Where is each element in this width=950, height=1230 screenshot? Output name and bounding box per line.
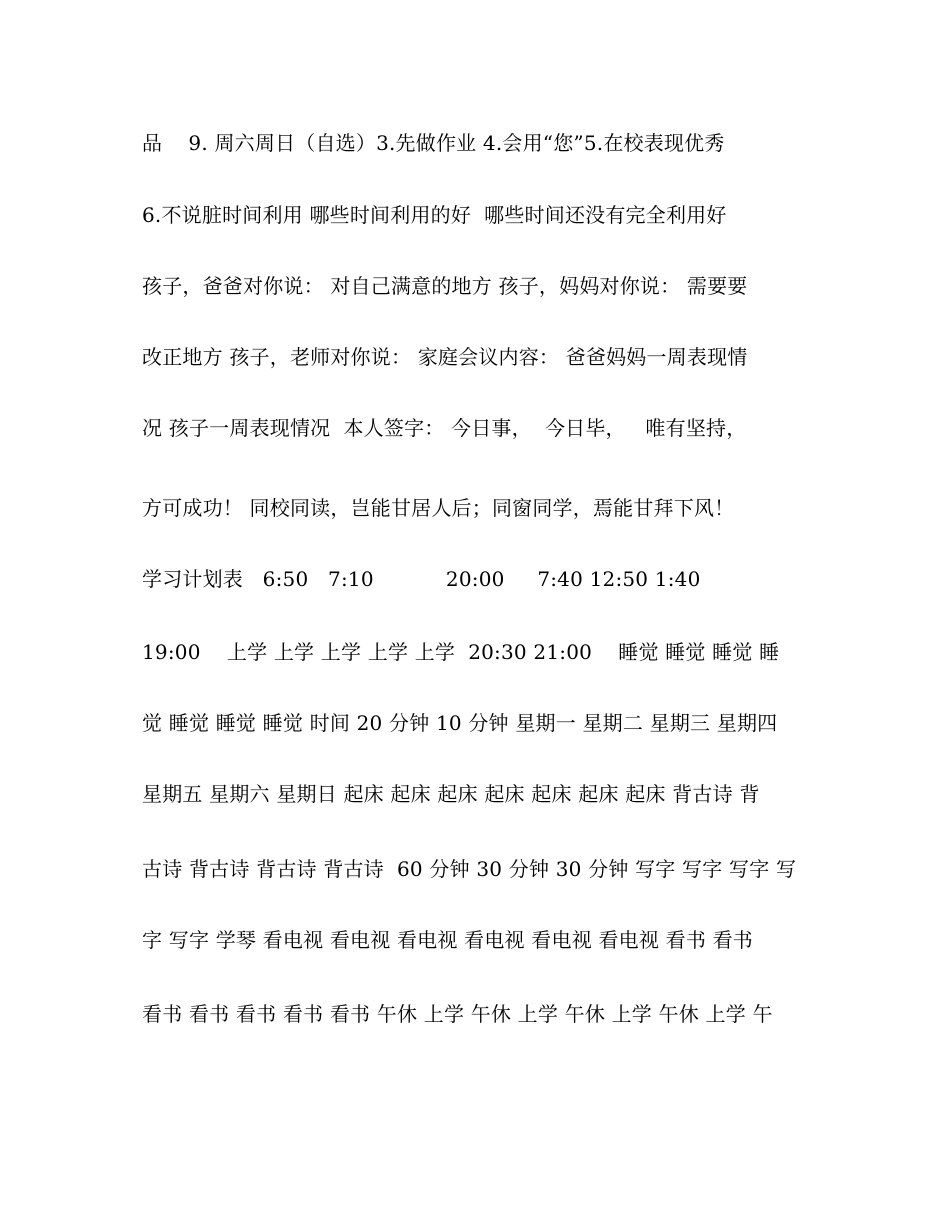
text-line-6: 方可成功！ 同校同读，岂能甘居人后；同窗同学，焉能甘拜下风！ [142,496,735,520]
text-line-13: 看书 看书 看书 看书 看书 午休 上学 午休 上学 午休 上学 午休 上学 午 [142,1002,773,1026]
text-line-9: 觉 睡觉 睡觉 睡觉 时间 20 分钟 10 分钟 星期一 星期二 星期三 星期四 [142,711,778,735]
text-line-5: 况 孩子一周表现情况 本人签字： 今日事， 今日毕， 唯有坚持， [142,416,747,440]
text-line-8: 19:00 上学 上学 上学 上学 上学 20:30 21:00 睡觉 睡觉 睡觉 睡 [142,640,780,664]
text-line-12: 字 写字 学琴 看电视 看电视 看电视 看电视 看电视 看电视 看书 看书 [142,928,753,952]
text-line-10: 星期五 星期六 星期日 起床 起床 起床 起床 起床 起床 起床 背古诗 背 [142,782,760,806]
text-line-2: 6.不说脏时间利用 哪些时间利用的好 哪些时间还没有完全利用好 [142,203,727,227]
text-line-7: 学习计划表 6:50 7:10 20:00 7:40 12:50 1:40 [142,567,701,591]
text-line-3: 孩子，爸爸对你说： 对自己满意的地方 孩子，妈妈对你说： 需要要 [142,274,748,298]
text-line-4: 改正地方 孩子，老师对你说： 家庭会议内容： 爸爸妈妈一周表现情 [142,345,748,369]
text-line-11: 古诗 背古诗 背古诗 背古诗 60 分钟 30 分钟 30 分钟 写字 写字 写字 写 [142,857,797,881]
text-line-1: 品 9. 周六周日（自选）3.先做作业 4.会用“您”5.在校表现优秀 [142,131,725,155]
